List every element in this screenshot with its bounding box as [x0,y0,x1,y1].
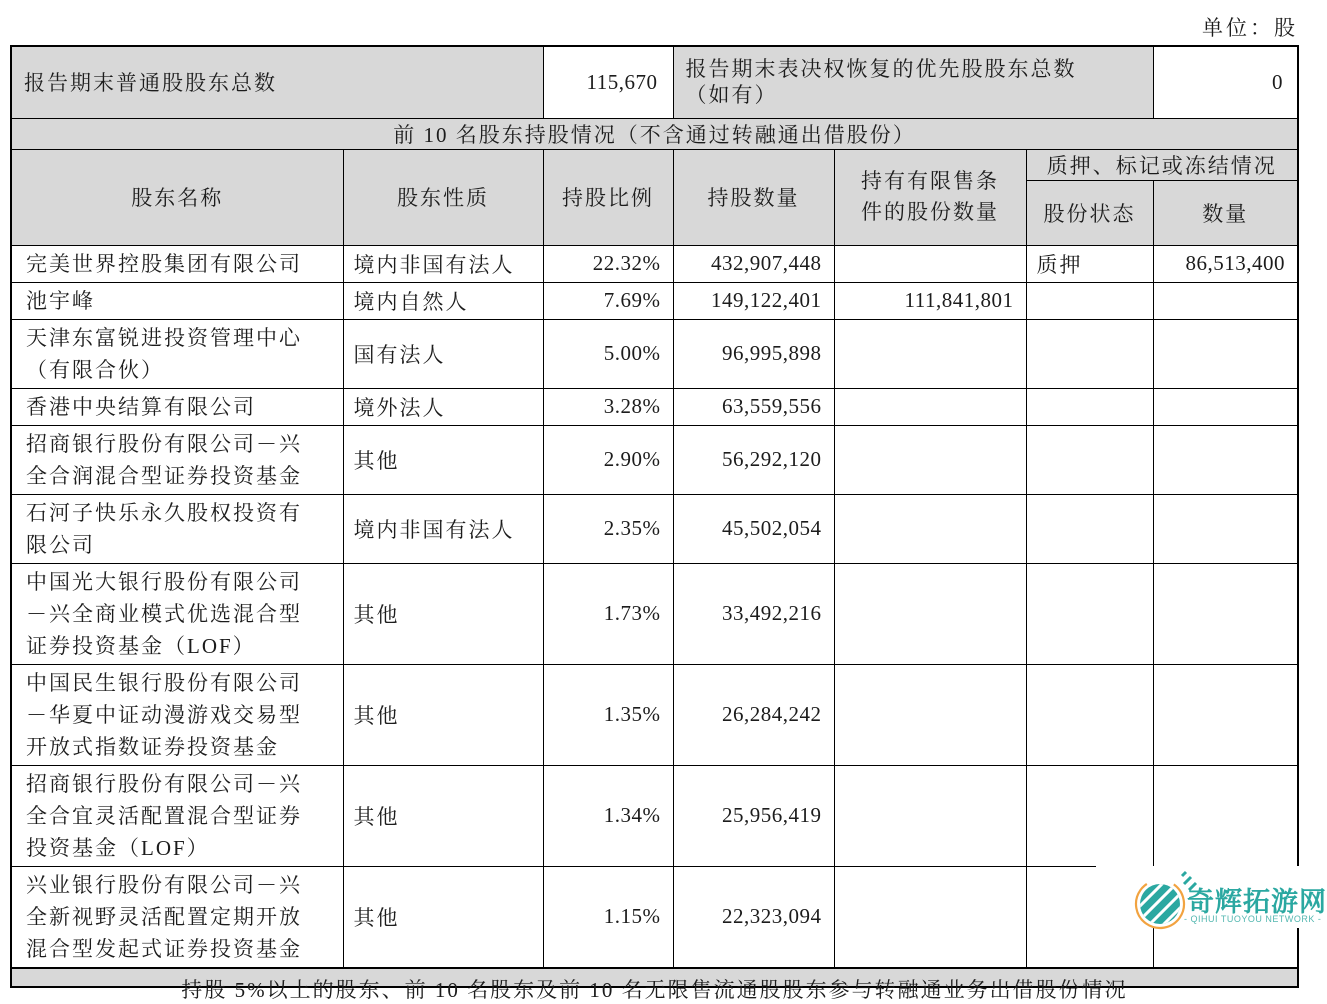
header-row-top [11,149,1298,180]
pledge-qty [1153,282,1298,319]
table-row [11,245,1298,282]
shareholder-nature: 境内非国有法人 [343,245,543,282]
shareholder-nature: 其他 [343,664,543,765]
shareholding-ratio: 3.28% [543,388,673,425]
preferred-label-line2: （如有） [685,83,778,108]
shareholder-nature: 境内非国有法人 [343,494,543,563]
restricted-shares [834,388,1026,425]
shares-held: 96,995,898 [673,319,834,388]
unit-label: 单位：股 [1202,16,1298,40]
summary-row [11,46,1298,118]
preferred-label-line1: 报告期末表决权恢复的优先股股东总数 [685,57,1077,82]
col-header-name: 股东名称 [11,149,343,245]
share-status [1026,388,1153,425]
restricted-shares [834,563,1026,664]
restricted-shares: 111,841,801 [834,282,1026,319]
shares-held: 432,907,448 [673,245,834,282]
shareholder-name: 招商银行股份有限公司－兴全合宜灵活配置混合型证券投资基金（LOF） [11,765,343,866]
shareholding-ratio: 2.35% [543,494,673,563]
shareholder-name: 池宇峰 [11,282,343,319]
table-row [11,494,1298,563]
restricted-shares [834,494,1026,563]
shareholding-ratio: 1.35% [543,664,673,765]
ordinary-shareholders-label: 报告期末普通股股东总数 [11,46,543,118]
share-status [1026,494,1153,563]
shareholding-ratio: 5.00% [543,319,673,388]
watermark-title: 奇辉拓游网 [1187,887,1327,917]
pledge-qty [1153,425,1298,494]
preferred-shareholders-label [673,46,1153,118]
restricted-shares [834,664,1026,765]
share-status [1026,664,1153,765]
restricted-shares [834,245,1026,282]
col-header-shares: 持股数量 [673,149,834,245]
clipped-row-text: 持股 5%以上的股东、前 10 名股东及前 10 名无限售流通股股东参与转融通业务出借股份情况 [181,977,1128,1002]
shareholder-name: 天津东富锐进投资管理中心（有限合伙） [11,319,343,388]
share-status [1026,563,1153,664]
shareholder-name: 完美世界控股集团有限公司 [11,245,343,282]
col-header-status: 股份状态 [1026,180,1153,245]
shareholder-nature: 其他 [343,425,543,494]
preferred-shareholders-value: 0 [1153,46,1298,118]
shares-held: 45,502,054 [673,494,834,563]
share-status [1026,765,1153,866]
table-row [11,388,1298,425]
shares-held: 33,492,216 [673,563,834,664]
pledge-qty [1153,388,1298,425]
col-header-nature: 股东性质 [343,149,543,245]
table-row [11,765,1298,866]
shareholding-ratio: 22.32% [543,245,673,282]
ordinary-shareholders-value: 115,670 [543,46,673,118]
share-status: 质押 [1026,245,1153,282]
shareholder-nature: 其他 [343,765,543,866]
restricted-header-line2: 件的股份数量 [861,200,999,224]
shareholder-nature: 境外法人 [343,388,543,425]
shares-held: 25,956,419 [673,765,834,866]
pledge-qty [1153,563,1298,664]
shareholder-table [10,45,1299,1002]
shareholding-ratio: 7.69% [543,282,673,319]
col-header-restricted [834,149,1026,245]
pledge-qty: 86,513,400 [1153,245,1298,282]
share-status [1026,282,1153,319]
section-title-row [11,118,1298,149]
restricted-shares [834,765,1026,866]
clipped-bottom-row [11,968,1298,987]
shares-held: 149,122,401 [673,282,834,319]
shareholder-name: 中国光大银行股份有限公司－兴全商业模式优选混合型证券投资基金（LOF） [11,563,343,664]
shareholder-nature: 其他 [343,866,543,968]
shares-held: 56,292,120 [673,425,834,494]
col-header-pledge-group: 质押、标记或冻结情况 [1026,149,1298,180]
restricted-shares [834,319,1026,388]
watermark-subtitle: - QIHUI TUOYOU NETWORK - [1184,914,1322,924]
pledge-qty [1153,765,1298,866]
pledge-qty [1153,319,1298,388]
shares-held: 26,284,242 [673,664,834,765]
shareholding-ratio: 1.34% [543,765,673,866]
shareholder-name: 香港中央结算有限公司 [11,388,343,425]
shares-held: 63,559,556 [673,388,834,425]
col-header-ratio: 持股比例 [543,149,673,245]
restricted-shares [834,866,1026,968]
table-row [11,319,1298,388]
shares-held: 22,323,094 [673,866,834,968]
restricted-header-line1: 持有有限售条 [861,169,999,193]
table-row [11,425,1298,494]
shareholder-nature: 其他 [343,563,543,664]
shareholder-name: 中国民生银行股份有限公司－华夏中证动漫游戏交易型开放式指数证券投资基金 [11,664,343,765]
shareholder-name: 兴业银行股份有限公司－兴全新视野灵活配置定期开放混合型发起式证券投资基金 [11,866,343,968]
col-header-qty: 数量 [1153,180,1298,245]
section-title: 前 10 名股东持股情况（不含通过转融通出借股份） [11,118,1298,149]
shareholder-nature: 国有法人 [343,319,543,388]
restricted-shares [834,425,1026,494]
clipped-row-cell [11,968,1298,1002]
shareholder-name: 招商银行股份有限公司－兴全合润混合型证券投资基金 [11,425,343,494]
share-status [1026,425,1153,494]
pledge-qty [1153,664,1298,765]
shareholder-nature: 境内自然人 [343,282,543,319]
shareholder-name: 石河子快乐永久股权投资有限公司 [11,494,343,563]
share-status [1026,319,1153,388]
clipped-row-text-container [12,974,1297,1002]
pledge-qty [1153,494,1298,563]
shareholding-ratio: 1.73% [543,563,673,664]
shareholding-ratio: 1.15% [543,866,673,968]
table-row [11,563,1298,664]
table-row [11,664,1298,765]
shareholding-ratio: 2.90% [543,425,673,494]
table-row [11,282,1298,319]
